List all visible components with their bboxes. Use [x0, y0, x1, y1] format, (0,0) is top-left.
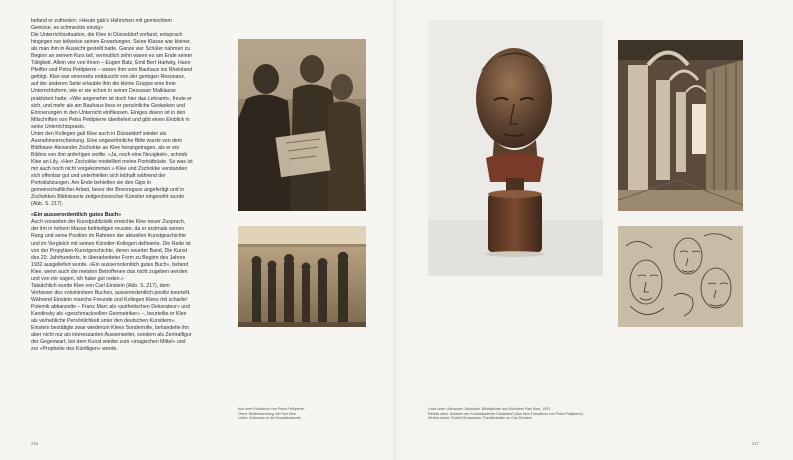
- caption-album-photos: [238, 407, 378, 421]
- caption-right-images: [428, 407, 628, 421]
- paragraph: Tatsächlich wurde Klee von Carl Einstein (Abb. S. 217), dem Verfasser des voluminösen Buches, ausserordentlich positiv beurteilt. Während Einstein manche Freunde und Kollegen Klees mit scharfer Polemik abkanzelte – Franz Marc als «pathetischen Dekorateur» und Kandinsky als «geschmackvollen Geometriker» –, beurteilte er Klee als verhebliche Persönlichkeit unter den deutschen Künstlern». Einstein bestätigte zwar wiederum Klees Sonderrolle, behandelte ihn aber nicht nur als interessanten Aussenseiter, sondern als Zentralfigur der Gegenwart, bei dem Kunst wieder zum «magischen Mittel» und zur «Prophetie des Künftigen» werde.: [31, 282, 192, 353]
- paragraph: Die Unterrichtssituation, die Klee in Düsseldorf vorfand, entsprach hingegen nur teilweise seinen Erwartungen. Seine Klasse war kleiner, als man ihm in Aussicht gestellt hatte. Ganze vier Schüler nahmen zu Beginn an seinem Kurs teil, vermutlich zehn waren es am Ende seiner Tätigkeit. Allein vier von ihnen – Eugen Batz, Emil Bert Hartwig, Hann Pfeiffer und Petra Petitpierre – waren ihm vom Bauhaus ins Rheinland gefolgt. Klee war einerseits enttäuscht von der geringen Resonanz, auf der anderen Seite erlaubte ihm die kleine Gruppe eine freie Unterrichtsform, wie er sie schon in seiner Dessauer Malklasse praktiziert hatte. «Wie angenehm ist doch hier das Lehramt», freute er sich, und mehr als am Bauhaus liess er persönliche Gedanken und Erinnerungen in den Unterricht einfliessen. Einiges davon ist in den Mitschriften von Petra Petitpierre überliefert und gibt einen Einblick in seine Unterrichtspraxis.: [31, 32, 193, 130]
- photo-klee-group-viewing: [238, 39, 366, 211]
- paragraph: befand er zufrieden: «Heute gab's Hähnchen mit gemischtem Gemüse, es schmeckte einzig»: [31, 18, 172, 32]
- photo-bronze-bust: [428, 20, 603, 276]
- section-heading: «Ein ausserordentlich gutes Buch»: [31, 212, 122, 219]
- caption-line: Aus dem Fotoalbum von Petra Petitpierre:: [238, 407, 305, 411]
- caption-line: Rechts unten: Rudolf Grossmann, Porträtstudien zu Carl Einstein: [428, 416, 532, 421]
- photo-sketch-studies: [618, 226, 743, 327]
- body-text-column: [31, 18, 193, 353]
- caption-line: Oben: Bildbetrachtung mit Paul Klee: [238, 411, 296, 416]
- caption-line: Unten: Exkursion in die Kunstakademie: [238, 416, 301, 421]
- right-page: [238, 0, 793, 460]
- page-number-left: 216: [31, 441, 38, 446]
- paragraph: Unter den Kollegen galt Klee auch in Düsseldorf wieder als Ausnahmeerscheinung. Eine ungewöhnliche Bitte wurde von dem Bildhauer Alexander Zschokke an Klee herangetragen, als er ein Bildnis von ihm anfertigen wollte. «Ja, noch eine Neuigkeit», schrieb Klee an Lily, «Herr Zschokke modelliert meine Porträtbüste. So was ist mir auch noch nicht vorgekommen.» Klee und Zschokke verstanden sich offenbar gut und unterhielten sich lebhaft während der Porträtsitzungen. Am Ende behielten sie den Gips in gemeinschaftlicher Arbeit, bevor der Bronzeguss angefertigt und in Zschokkes Bildnisserie zeitgenössischer Künstler eingereiht wurde (Abb. S. 217).: [31, 130, 193, 208]
- page-number-right: 217: [752, 441, 759, 446]
- photo-excursion: [238, 226, 366, 327]
- left-page: [0, 0, 396, 460]
- photo-arcade-academy: [618, 40, 743, 211]
- paragraph: Auch vonseiten der Kunstpublizistik erreichte Klee neuer Zuspruch, der ihn in hohem Masse befriedigen musste, da er erstmals seinen Rang und seine Position im Rahmen der aktuellen Kunstgeschichte und im Vergleich mit seinen Künstler-Kollegen definierte. Die Rede ist von der Propyläen-Kunstgeschichte, deren neunter Band, Die Kunst des 20. Jahrhunderts, in überarbeiteter Form zu Beginn des Jahres 1932 ausgeliefert wurde. «Ein ausserordentlich gutes Buch», befand Klee, wenn auch die meisten Betroffenen das nicht zugeben werden und von mir sagen, ich habe gut reden.»: [31, 219, 191, 282]
- caption-line: Links oben: Alexander Zschokke, Bildnisbüste des Künstlers Paul Klee, 1931: [428, 407, 551, 411]
- caption-line: Rechts oben: Arkaden der Kunstakademie Düsseldorf (Aus dem Fotoalbum von Petra Petitpierre): [428, 411, 583, 416]
